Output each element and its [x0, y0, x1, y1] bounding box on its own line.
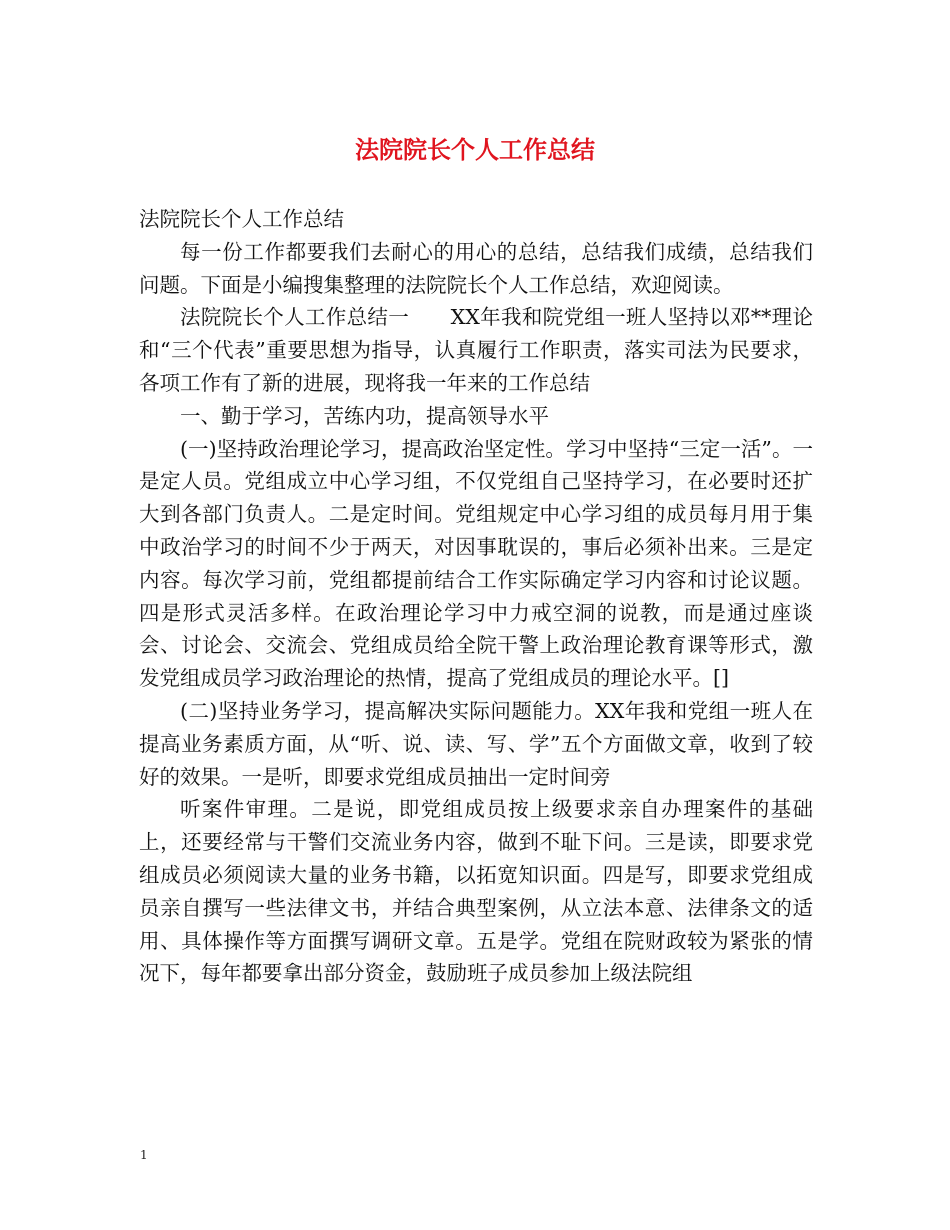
- document-title: 法院院长个人工作总结: [355, 135, 595, 164]
- paragraph-continuation: 听案件审理。二是说，即党组成员按上级要求亲自办理案件的基础上，还要经常与干警们交流业务内容，做到不耻下问。三是读，即要求党组成员必须阅读大量的业务书籍，以拓宽知识面。四是写，即要求党组成员亲自撰写一些法律文书，并结合典型案例，从立法本意、法律条文的适用、具体操作等方面撰写调研文章。五是学。党组在院财政较为紧张的情况下，每年都要拿出部分资金，鼓励班子成员参加上级法院组: [139, 797, 813, 986]
- paragraph-political-study: (一)坚持政治理论学习，提高政治坚定性。学习中坚持“三定一活”。一是定人员。党组成立中心学习组，不仅党组自己坚持学习，在必要时还扩大到各部门负责人。二是定时间。党组规定中心学习组的成员每月用于集中政治学习的时间不少于两天，对因事耽误的，事后必须补出来。三是定内容。每次学习前，党组都提前结合工作实际确定学习内容和讨论议题。四是形式灵活多样。在政治理论学习中力戒空洞的说教，而是通过座谈会、讨论会、交流会、党组成员给全院干警上政治理论教育课等形式，激发党组成员学习政治理论的热情，提高了党组成员的理论水平。[]: [139, 436, 813, 691]
- page-number: 1: [140, 1148, 148, 1162]
- body-heading: 法院院长个人工作总结: [139, 207, 344, 231]
- paragraph-business-study: (二)坚持业务学习，提高解决实际问题能力。XX年我和党组一班人在提高业务素质方面，从“听、说、读、写、学”五个方面做文章，收到了较好的效果。一是听，即要求党组成员抽出一定时间旁: [139, 698, 813, 789]
- paragraph-summary-one: 法院院长个人工作总结一 XX年我和院党组一班人坚持以邓**理论和“三个代表”重要思想为指导，认真履行工作职责，落实司法为民要求，各项工作有了新的进展，现将我一年来的工作总结: [139, 305, 813, 395]
- section-heading: 一、勤于学习，苦练内功，提高领导水平: [180, 403, 549, 428]
- paragraph-intro: 每一份工作都要我们去耐心的用心的总结，总结我们成绩，总结我们问题。下面是小编搜集整理的法院院长个人工作总结，欢迎阅读。: [139, 239, 813, 297]
- document-body: [139, 203, 813, 990]
